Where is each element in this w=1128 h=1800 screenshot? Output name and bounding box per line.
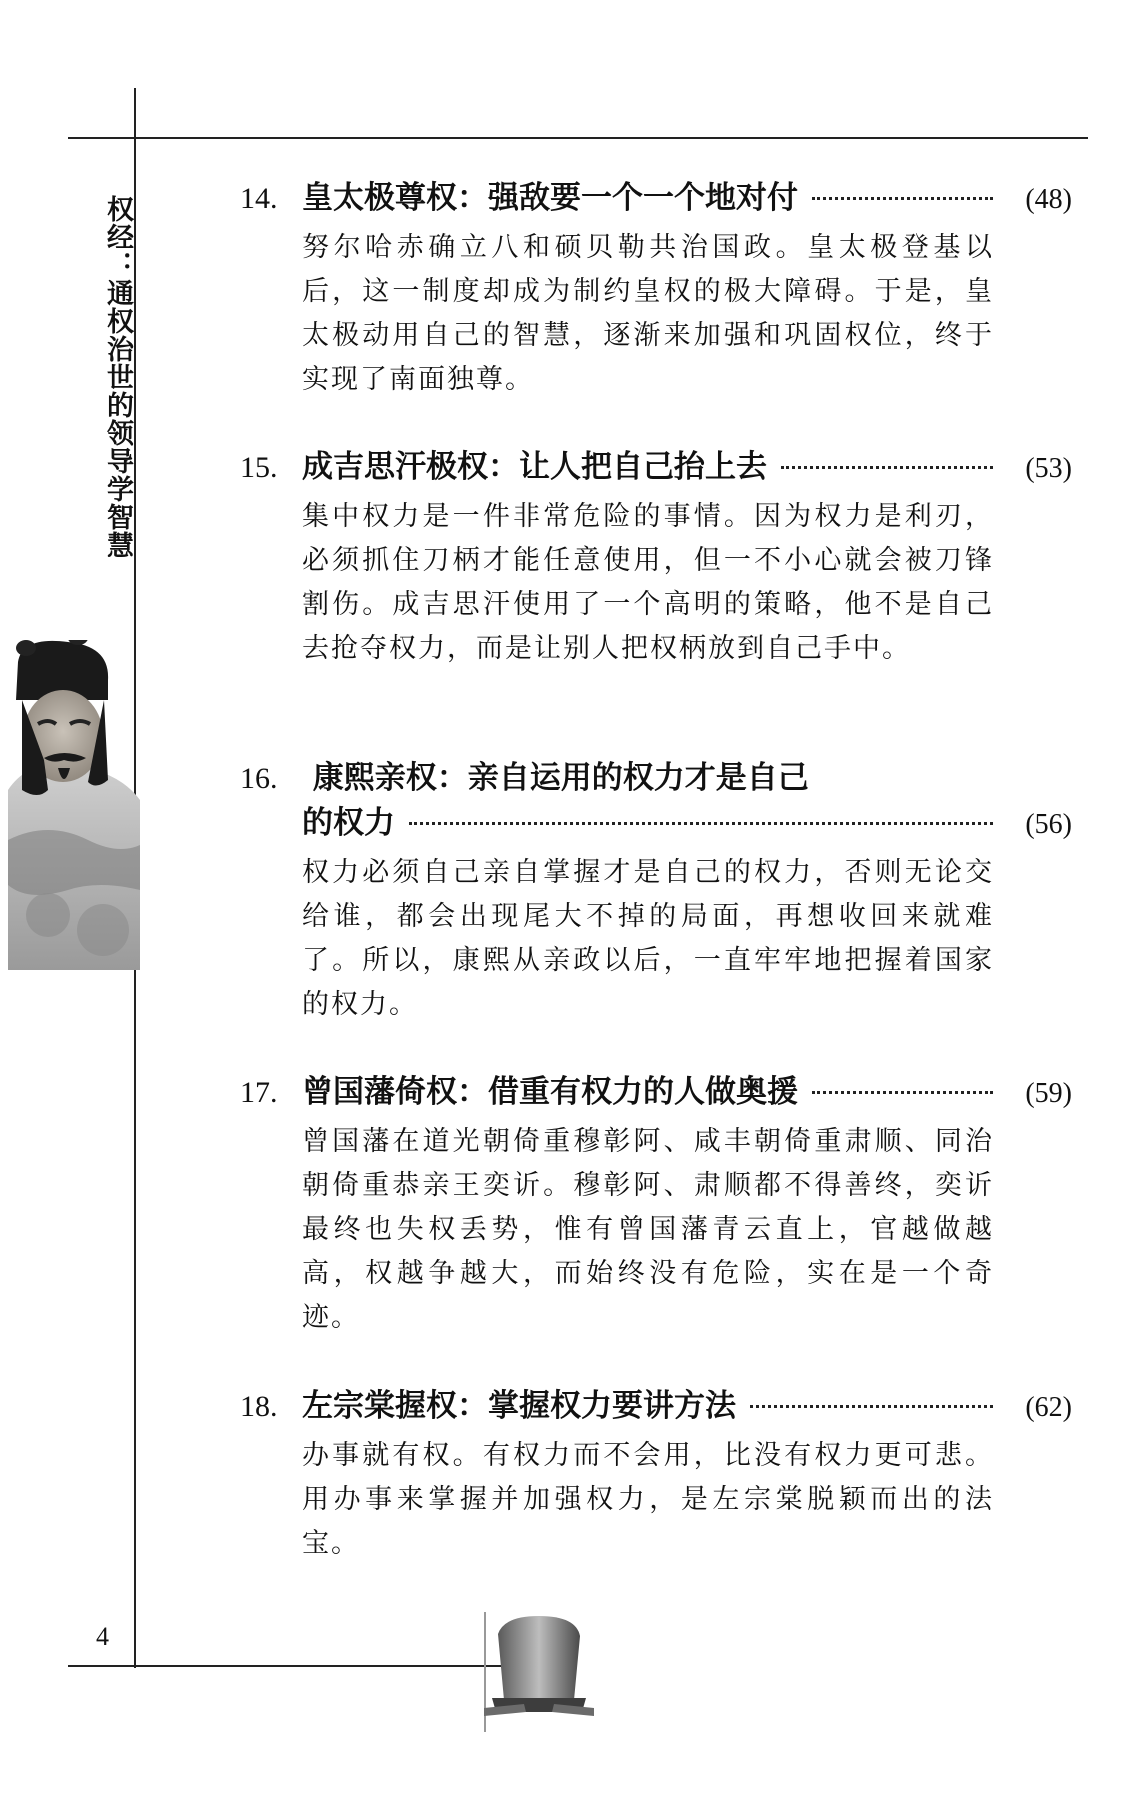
emperor-portrait-image (8, 640, 140, 970)
entry-number: 16. (240, 762, 278, 795)
page-reference: (62) (1025, 1392, 1072, 1423)
toc-entry-16[interactable] (240, 756, 1072, 1027)
top-rule (68, 137, 1088, 139)
dot-leader (812, 197, 993, 200)
page-reference: (48) (1025, 184, 1072, 215)
toc-entry-15[interactable] (240, 445, 1072, 671)
entry-title: 成吉思汗极权：让人把自己抬上去 (302, 449, 767, 485)
page-reference: (56) (1025, 809, 1072, 840)
dot-leader (409, 822, 993, 825)
entry-number: 14. (240, 182, 278, 215)
entry-title: 皇太极尊权：强敌要一个一个地对付 (302, 180, 798, 216)
entry-title-line-2: 的权力 (302, 805, 395, 841)
entry-heading (240, 756, 1072, 847)
entry-heading (240, 176, 1072, 222)
entry-summary: 曾国藩在道光朝倚重穆彰阿、咸丰朝倚重肃顺、同治朝倚重恭亲王奕䜣。穆彰阿、肃顺都不得善终，奕䜣最终也失权丢势，惟有曾国藩青云直上，官越做越高，权越争越大，而始终没有危险，实在是一个奇迹。 (302, 1126, 994, 1333)
toc-entry-14[interactable] (240, 176, 1072, 402)
toc-entry-18[interactable] (240, 1384, 1072, 1566)
running-book-title: 权经：通权治世的领导学智慧 (102, 195, 133, 559)
entry-title-line-1: 康熙亲权：亲自运用的权力才是自己 (312, 760, 809, 796)
entry-summary: 努尔哈赤确立八和硕贝勒共治国政。皇太极登基以后，这一制度却成为制约皇权的极大障碍。于是，皇太极动用自己的智慧，逐渐来加强和巩固权位，终于实现了南面独尊。 (302, 232, 994, 395)
entry-summary: 办事就有权。有权力而不会用，比没有权力更可悲。用办事来掌握并加强权力，是左宗棠脱颖而出的法宝。 (302, 1440, 994, 1559)
entry-number: 15. (240, 451, 278, 484)
entry-summary: 集中权力是一件非常危险的事情。因为权力是利刃，必须抓住刀柄才能任意使用，但一不小心就会被刀锋割伤。成吉思汗使用了一个高明的策略，他不是自己去抢夺权力，而是让别人把权柄放到自己手中。 (302, 501, 994, 664)
bottom-rule (68, 1665, 508, 1667)
entry-heading (240, 1070, 1072, 1116)
dot-leader (812, 1091, 993, 1094)
entry-heading (240, 1384, 1072, 1430)
entry-summary: 权力必须自己亲自掌握才是自己的权力，否则无论交给谁，都会出现尾大不掉的局面，再想收回来就难了。所以，康熙从亲政以后，一直牢牢地把握着国家的权力。 (302, 857, 994, 1020)
dot-leader (781, 466, 993, 469)
entry-title: 左宗棠握权：掌握权力要讲方法 (302, 1388, 736, 1424)
page-reference: (53) (1025, 453, 1072, 484)
entry-number: 17. (240, 1076, 278, 1109)
page-reference: (59) (1025, 1078, 1072, 1109)
entry-title: 曾国藩倚权：借重有权力的人做奥援 (302, 1074, 798, 1110)
official-hat-image (484, 1612, 594, 1732)
toc-entry-17[interactable] (240, 1070, 1072, 1340)
entry-number: 18. (240, 1390, 278, 1423)
entry-heading (240, 445, 1072, 491)
page-number: 4 (96, 1622, 109, 1651)
dot-leader (750, 1405, 993, 1408)
